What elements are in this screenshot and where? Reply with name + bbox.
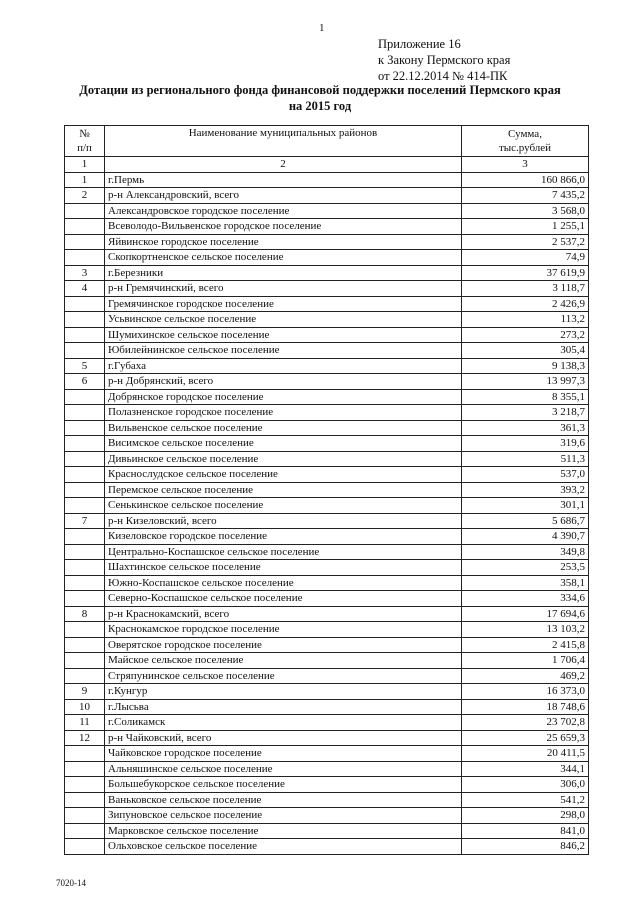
footer-code: 7020-14 [56, 878, 86, 888]
row-sum: 113,2 [462, 312, 589, 328]
table-row [65, 327, 589, 343]
table-row [65, 513, 589, 529]
row-sum: 18 748,6 [462, 699, 589, 715]
row-number [65, 451, 105, 467]
row-number [65, 312, 105, 328]
row-name: г.Соликамск [105, 715, 462, 731]
table-row [65, 761, 589, 777]
row-sum: 469,2 [462, 668, 589, 684]
row-sum: 319,6 [462, 436, 589, 452]
row-sum: 349,8 [462, 544, 589, 560]
row-number [65, 467, 105, 483]
row-sum: 537,0 [462, 467, 589, 483]
row-sum: 273,2 [462, 327, 589, 343]
row-sum: 2 426,9 [462, 296, 589, 312]
table-row [65, 250, 589, 266]
table-row [65, 281, 589, 297]
row-number: 3 [65, 265, 105, 281]
row-number [65, 575, 105, 591]
row-number [65, 219, 105, 235]
table-row [65, 436, 589, 452]
row-name: Яйвинское городское поселение [105, 234, 462, 250]
row-number: 4 [65, 281, 105, 297]
row-name: Стряпунинское сельское поселение [105, 668, 462, 684]
table-row [65, 172, 589, 188]
row-sum: 361,3 [462, 420, 589, 436]
row-number: 9 [65, 684, 105, 700]
row-sum: 2 537,2 [462, 234, 589, 250]
row-number [65, 529, 105, 545]
appendix-line-2: к Закону Пермского края [378, 53, 511, 67]
table-row [65, 219, 589, 235]
table-row [65, 777, 589, 793]
column-index-2: 2 [105, 157, 462, 173]
row-sum: 4 390,7 [462, 529, 589, 545]
row-name: г.Кунгур [105, 684, 462, 700]
row-sum: 16 373,0 [462, 684, 589, 700]
row-number: 10 [65, 699, 105, 715]
row-name: Висимское сельское поселение [105, 436, 462, 452]
table-row [65, 420, 589, 436]
row-name: Зипуновское сельское поселение [105, 808, 462, 824]
table-row [65, 451, 589, 467]
row-name: Центрально-Коспашское сельское поселение [105, 544, 462, 560]
table-row [65, 560, 589, 576]
table-row [65, 792, 589, 808]
row-number [65, 560, 105, 576]
table-row [65, 575, 589, 591]
row-sum: 344,1 [462, 761, 589, 777]
row-number [65, 498, 105, 514]
table-row [65, 637, 589, 653]
table-row [65, 374, 589, 390]
row-sum: 1 255,1 [462, 219, 589, 235]
header-sum [462, 126, 589, 157]
row-name: Ольховское сельское поселение [105, 839, 462, 855]
header-number-line-1: № [79, 128, 90, 140]
row-number [65, 544, 105, 560]
row-sum: 841,0 [462, 823, 589, 839]
table-row [65, 606, 589, 622]
row-name: Краснослудское сельское поселение [105, 467, 462, 483]
subsidies-table [64, 125, 589, 855]
table-row [65, 312, 589, 328]
table-row [65, 467, 589, 483]
row-number [65, 343, 105, 359]
row-number [65, 668, 105, 684]
row-name: Дивьинское сельское поселение [105, 451, 462, 467]
row-name: Сенькинское сельское поселение [105, 498, 462, 514]
row-number [65, 203, 105, 219]
header-number-line-2: п/п [77, 142, 92, 154]
row-sum: 1 706,4 [462, 653, 589, 669]
row-name: р-н Чайковский, всего [105, 730, 462, 746]
row-sum: 8 355,1 [462, 389, 589, 405]
column-index-1: 1 [65, 157, 105, 173]
row-name: Гремячинское городское поселение [105, 296, 462, 312]
row-sum: 37 619,9 [462, 265, 589, 281]
table-header-row [65, 126, 589, 157]
table-row [65, 544, 589, 560]
header-sum-line-2: тыс.рублей [498, 142, 552, 154]
row-number [65, 436, 105, 452]
row-sum: 74,9 [462, 250, 589, 266]
row-number [65, 591, 105, 607]
row-name: Ваньковское сельское поселение [105, 792, 462, 808]
column-index-row [65, 157, 589, 173]
table-row [65, 746, 589, 762]
row-number [65, 389, 105, 405]
row-name: Марковское сельское поселение [105, 823, 462, 839]
title-line-1: Дотации из регионального фонда финансовой поддержки поселений Пермского края [79, 83, 561, 97]
appendix-line-1: Приложение 16 [378, 37, 461, 51]
row-sum: 25 659,3 [462, 730, 589, 746]
row-sum: 3 218,7 [462, 405, 589, 421]
row-number [65, 622, 105, 638]
row-sum: 541,2 [462, 792, 589, 808]
table-row [65, 296, 589, 312]
row-number: 7 [65, 513, 105, 529]
row-sum: 3 118,7 [462, 281, 589, 297]
header-name: Наименование муниципальных районов [105, 126, 462, 157]
row-number: 6 [65, 374, 105, 390]
column-index-3: 3 [462, 157, 589, 173]
table-row [65, 234, 589, 250]
row-name: Большебукорское сельское поселение [105, 777, 462, 793]
row-name: Чайковское городское поселение [105, 746, 462, 762]
row-number: 5 [65, 358, 105, 374]
row-name: Полазненское городское поселение [105, 405, 462, 421]
table-body [65, 172, 589, 854]
table-row [65, 730, 589, 746]
table-row [65, 265, 589, 281]
row-name: Скопкортненское сельское поселение [105, 250, 462, 266]
row-sum: 9 138,3 [462, 358, 589, 374]
row-name: р-н Гремячинский, всего [105, 281, 462, 297]
row-sum: 511,3 [462, 451, 589, 467]
row-name: Усьвинское сельское поселение [105, 312, 462, 328]
row-name: Добрянское городское поселение [105, 389, 462, 405]
row-number [65, 234, 105, 250]
row-number [65, 653, 105, 669]
header-sum-line-1: Сумма, [508, 128, 542, 140]
row-name: Шумихинское сельское поселение [105, 327, 462, 343]
table-row [65, 343, 589, 359]
row-number [65, 746, 105, 762]
table-row [65, 823, 589, 839]
row-sum: 160 866,0 [462, 172, 589, 188]
table-row [65, 839, 589, 855]
row-number [65, 761, 105, 777]
table-row [65, 653, 589, 669]
table-row [65, 358, 589, 374]
table-row [65, 498, 589, 514]
row-number [65, 420, 105, 436]
row-name: Майское сельское поселение [105, 653, 462, 669]
row-sum: 358,1 [462, 575, 589, 591]
row-name: Вильвенское сельское поселение [105, 420, 462, 436]
row-name: г.Губаха [105, 358, 462, 374]
row-number [65, 839, 105, 855]
row-number [65, 482, 105, 498]
table-row [65, 715, 589, 731]
row-number: 11 [65, 715, 105, 731]
header-number [65, 126, 105, 157]
row-name: р-н Краснокамский, всего [105, 606, 462, 622]
row-name: г.Лысьва [105, 699, 462, 715]
row-name: г.Пермь [105, 172, 462, 188]
row-number: 1 [65, 172, 105, 188]
row-number [65, 792, 105, 808]
row-number: 12 [65, 730, 105, 746]
row-sum: 13 103,2 [462, 622, 589, 638]
row-name: р-н Александровский, всего [105, 188, 462, 204]
row-number [65, 777, 105, 793]
row-number [65, 250, 105, 266]
row-name: р-н Кизеловский, всего [105, 513, 462, 529]
table-row [65, 405, 589, 421]
page-number: 1 [319, 22, 325, 34]
row-number [65, 823, 105, 839]
appendix-line-3: от 22.12.2014 № 414-ПК [378, 69, 508, 83]
row-name: Перемское сельское поселение [105, 482, 462, 498]
row-sum: 298,0 [462, 808, 589, 824]
row-name: Альняшинское сельское поселение [105, 761, 462, 777]
table-row [65, 668, 589, 684]
row-number [65, 327, 105, 343]
table-row [65, 622, 589, 638]
row-name: р-н Добрянский, всего [105, 374, 462, 390]
table-row [65, 482, 589, 498]
row-name: Южно-Коспашское сельское поселение [105, 575, 462, 591]
table-row [65, 529, 589, 545]
row-sum: 334,6 [462, 591, 589, 607]
row-sum: 305,4 [462, 343, 589, 359]
row-sum: 301,1 [462, 498, 589, 514]
table-row [65, 591, 589, 607]
table-row [65, 808, 589, 824]
table-row [65, 699, 589, 715]
row-sum: 17 694,6 [462, 606, 589, 622]
row-name: Краснокамское городское поселение [105, 622, 462, 638]
table-row [65, 389, 589, 405]
row-name: Оверятское городское поселение [105, 637, 462, 653]
row-number [65, 637, 105, 653]
row-sum: 7 435,2 [462, 188, 589, 204]
row-number: 8 [65, 606, 105, 622]
row-sum: 20 411,5 [462, 746, 589, 762]
row-number: 2 [65, 188, 105, 204]
row-sum: 3 568,0 [462, 203, 589, 219]
appendix-block [378, 36, 510, 84]
row-name: Юбилейнинское сельское поселение [105, 343, 462, 359]
row-sum: 13 997,3 [462, 374, 589, 390]
table-row [65, 203, 589, 219]
row-sum: 393,2 [462, 482, 589, 498]
row-sum: 5 686,7 [462, 513, 589, 529]
row-number [65, 405, 105, 421]
row-number [65, 296, 105, 312]
row-sum: 846,2 [462, 839, 589, 855]
row-sum: 2 415,8 [462, 637, 589, 653]
row-sum: 306,0 [462, 777, 589, 793]
row-name: Кизеловское городское поселение [105, 529, 462, 545]
row-name: Северно-Коспашское сельское поселение [105, 591, 462, 607]
table-row [65, 684, 589, 700]
row-name: Всеволодо-Вильвенское городское поселение [105, 219, 462, 235]
table-row [65, 188, 589, 204]
row-name: Александровское городское поселение [105, 203, 462, 219]
row-sum: 23 702,8 [462, 715, 589, 731]
row-name: г.Березники [105, 265, 462, 281]
document-title [40, 82, 600, 114]
row-name: Шахтинское сельское поселение [105, 560, 462, 576]
row-number [65, 808, 105, 824]
title-line-2: на 2015 год [288, 99, 352, 113]
row-sum: 253,5 [462, 560, 589, 576]
